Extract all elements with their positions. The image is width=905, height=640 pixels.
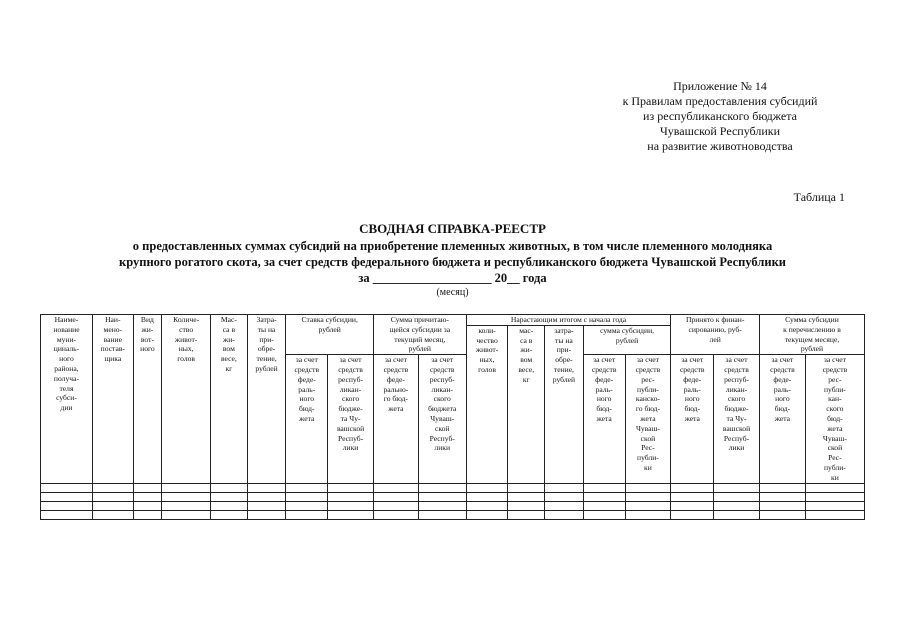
table-cell (286, 483, 328, 492)
table-row (41, 492, 865, 501)
appendix-line: Приложение № 14 (673, 79, 767, 93)
table-cell (328, 492, 374, 501)
document-title: СВОДНАЯ СПРАВКА-РЕЕСТР (359, 221, 546, 236)
table-cell (247, 492, 286, 501)
col-due-republic: за счет средств респуб- ликан- ского бюджета Чуваш- ской Респуб- лики (418, 355, 466, 483)
appendix-line: из республиканского бюджета (643, 109, 797, 123)
table-cell (418, 492, 466, 501)
col-accepted-federal: за счет средств феде- раль- ного бюд- жета (671, 355, 714, 483)
table-cell (759, 483, 805, 492)
col-cum-costs: затра- ты на при- обре- тение, рублей (545, 325, 584, 483)
table-cell (373, 492, 418, 501)
subtitle-line: о предоставленных суммах субсидий на приобретение племенных животных, в том числе племенного молодняка (132, 239, 773, 253)
col-species: Вид жи- вот- ного (133, 315, 162, 484)
table-cell (759, 492, 805, 501)
table-cell (545, 492, 584, 501)
col-heads: Количе- ство живот- ных, голов (162, 315, 211, 484)
table-cell (92, 510, 133, 519)
table-cell (211, 510, 248, 519)
table-cell (162, 510, 211, 519)
table-cell (286, 492, 328, 501)
table-cell (133, 492, 162, 501)
col-cum-federal: за счет средств феде- раль- ного бюд- жета (583, 355, 625, 483)
table-cell (759, 501, 805, 510)
table-cell (92, 492, 133, 501)
appendix-line: к Правилам предоставления субсидий (622, 94, 818, 108)
table-cell (466, 510, 508, 519)
col-transfer-republic: за счет средств рес- публи- кан- ского бюд- жета Чуваш- ской Рес- публи- ки (805, 355, 864, 483)
col-costs: Затра- ты на при- обре- тение, рублей (247, 315, 286, 484)
col-rate-federal: за счет средств феде- раль- ного бюд- жета (286, 355, 328, 483)
table-row (41, 483, 865, 492)
table-cell (211, 501, 248, 510)
table-cell (714, 501, 760, 510)
table-cell (583, 483, 625, 492)
table-cell (418, 501, 466, 510)
subtitle-period-line: за ___________________ 20__ года (358, 271, 547, 285)
col-due-federal: за счет средств феде- рально- го бюд- жета (373, 355, 418, 483)
table-cell (211, 492, 248, 501)
table-cell (373, 501, 418, 510)
col-transfer-federal: за счет средств феде- раль- ного бюд- жета (759, 355, 805, 483)
table-cell (545, 510, 584, 519)
table-cell (247, 483, 286, 492)
table-cell (671, 501, 714, 510)
table-cell (508, 492, 545, 501)
table-cell (714, 483, 760, 492)
col-cum-republic: за счет средств рес- публи- канско- го бюд- жета Чуваш- ской Рес- публи- ки (625, 355, 671, 483)
table-cell (508, 483, 545, 492)
table-cell (92, 501, 133, 510)
table-cell (211, 483, 248, 492)
table-cell (41, 501, 93, 510)
col-accepted-republic: за счет средств респуб- ликан- ского бюдже- та Чу- вашской Респуб- лики (714, 355, 760, 483)
table-cell (805, 492, 864, 501)
table-cell (247, 501, 286, 510)
registry-body (41, 483, 865, 519)
table-cell (671, 492, 714, 501)
table-cell (583, 510, 625, 519)
table-cell (714, 510, 760, 519)
col-supplier: Наи- мено- вание постав- щика (92, 315, 133, 484)
col-group-cumulative: Нарастающим итогом с начала года (466, 315, 671, 326)
table-cell (41, 483, 93, 492)
table-cell (625, 492, 671, 501)
table-cell (133, 483, 162, 492)
table-cell (714, 492, 760, 501)
period-caption: (месяц) (436, 287, 469, 298)
table-cell (328, 501, 374, 510)
table-cell (466, 501, 508, 510)
table-cell (625, 501, 671, 510)
table-cell (805, 501, 864, 510)
table-cell (466, 492, 508, 501)
appendix-line: Чувашской Республики (659, 124, 781, 138)
col-group-transfer: Сумма субсидии к перечислению в текущем месяце, рублей (759, 315, 864, 355)
appendix-line: на развитие животноводства (647, 139, 793, 153)
table-cell (92, 483, 133, 492)
table-cell (373, 483, 418, 492)
table-cell (545, 501, 584, 510)
table-cell (508, 501, 545, 510)
table-number-label: Таблица 1 (793, 190, 845, 204)
table-cell (418, 510, 466, 519)
col-cum-heads: коли- чество живот- ных, голов (466, 325, 508, 483)
table-cell (373, 510, 418, 519)
table-cell (162, 492, 211, 501)
table-cell (286, 501, 328, 510)
col-group-accepted: Принято к финан- сированию, руб- лей (671, 315, 760, 355)
table-cell (671, 483, 714, 492)
table-cell (133, 501, 162, 510)
table-cell (805, 510, 864, 519)
table-cell (583, 501, 625, 510)
table-cell (625, 510, 671, 519)
table-row (41, 501, 865, 510)
table-cell (286, 510, 328, 519)
col-group-due: Сумма причитаю- щейся субсидии за текущий месяц, рублей (373, 315, 466, 355)
table-cell (328, 510, 374, 519)
table-cell (162, 501, 211, 510)
col-municipality: Наиме- нование муни- циналь- ного района, получа- теля субси- дии (41, 315, 93, 484)
table-cell (545, 483, 584, 492)
table-cell (328, 483, 374, 492)
registry-table (40, 314, 865, 520)
col-cum-weight: мас- са в жи- вом весе, кг (508, 325, 545, 483)
table-cell (133, 510, 162, 519)
subtitle-line: крупного рогатого скота, за счет средств федерального бюджета и республиканского бюджета Чувашской Республики (119, 255, 786, 269)
table-cell (805, 483, 864, 492)
table-cell (418, 483, 466, 492)
col-rate-republic: за счет средств респуб- ликан- ского бюдже- та Чу- вашской Респуб- лики (328, 355, 374, 483)
table-cell (759, 510, 805, 519)
col-group-rate: Ставка субсидии, рублей (286, 315, 374, 355)
table-cell (671, 510, 714, 519)
table-cell (41, 492, 93, 501)
document-subtitle (0, 238, 905, 286)
table-cell (625, 483, 671, 492)
appendix-header (560, 79, 880, 154)
col-weight: Мас- са в жи- вом весе, кг (211, 315, 248, 484)
table-cell (466, 483, 508, 492)
table-cell (162, 483, 211, 492)
col-group-cum-subsidy: сумма субсидии, рублей (583, 325, 671, 354)
table-cell (247, 510, 286, 519)
table-row (41, 510, 865, 519)
table-cell (41, 510, 93, 519)
table-cell (508, 510, 545, 519)
table-cell (583, 492, 625, 501)
